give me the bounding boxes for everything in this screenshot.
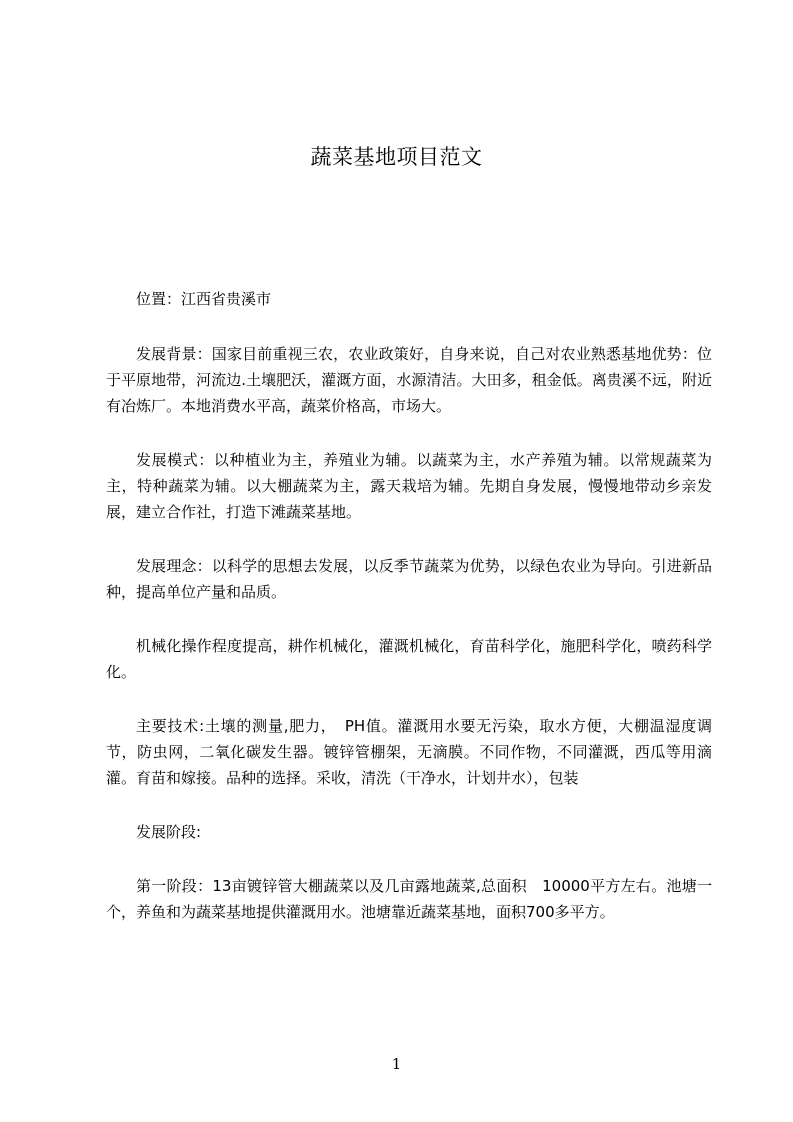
document-title: 蔬菜基地项目范文	[310, 145, 483, 169]
page-number: 1	[391, 1055, 402, 1073]
paragraph-mode: 发展模式：以种植业为主，养殖业为辅。以蔬菜为主，水产养殖为辅。以常规蔬菜为主，特种蔬菜为辅。以大棚蔬菜为主，露天栽培为辅。先期自身发展，慢慢地带动乡亲发展，建立合作社，打造下滩蔬菜基地。	[106, 451, 712, 521]
paragraph-stage-one: 第一阶段：13亩镀锌管大棚蔬菜以及几亩露地蔬菜,总面积 10000平方左右。池塘一个，养鱼和为蔬菜基地提供灌溉用水。池塘靠近蔬菜基地，面积700多平方。	[106, 877, 712, 921]
paragraph-stages-heading: 发展阶段:	[136, 823, 202, 841]
paragraph-concept: 发展理念：以科学的思想去发展，以反季节蔬菜为优势，以绿色农业为导向。引进新品种，提高单位产量和品质。	[106, 557, 712, 601]
paragraph-background: 发展背景：国家目前重视三农，农业政策好，自身来说，自己对农业熟悉基地优势：位于平原地带，河流边.土壤肥沃，灌溉方面，水源清洁。大田多，租金低。离贵溪不远，附近有冶炼厂。本地消费水平高，蔬菜价格高，市场大。	[106, 345, 712, 415]
paragraph-location: 位置：江西省贵溪市	[136, 290, 272, 308]
paragraph-mechanization: 机械化操作程度提高，耕作机械化，灌溉机械化，育苗科学化，施肥科学化，喷药科学化。	[106, 637, 712, 681]
paragraph-technology: 主要技术:土壤的测量,肥力， PH值。灌溉用水要无污染，取水方便，大棚温湿度调节，防虫网，二氧化碳发生器。镀锌管棚架，无滴膜。不同作物，不同灌溉，西瓜等用滴灌。育苗和嫁接。品种的选择。采收，清洗（干净水，计划井水），包装	[106, 717, 712, 787]
